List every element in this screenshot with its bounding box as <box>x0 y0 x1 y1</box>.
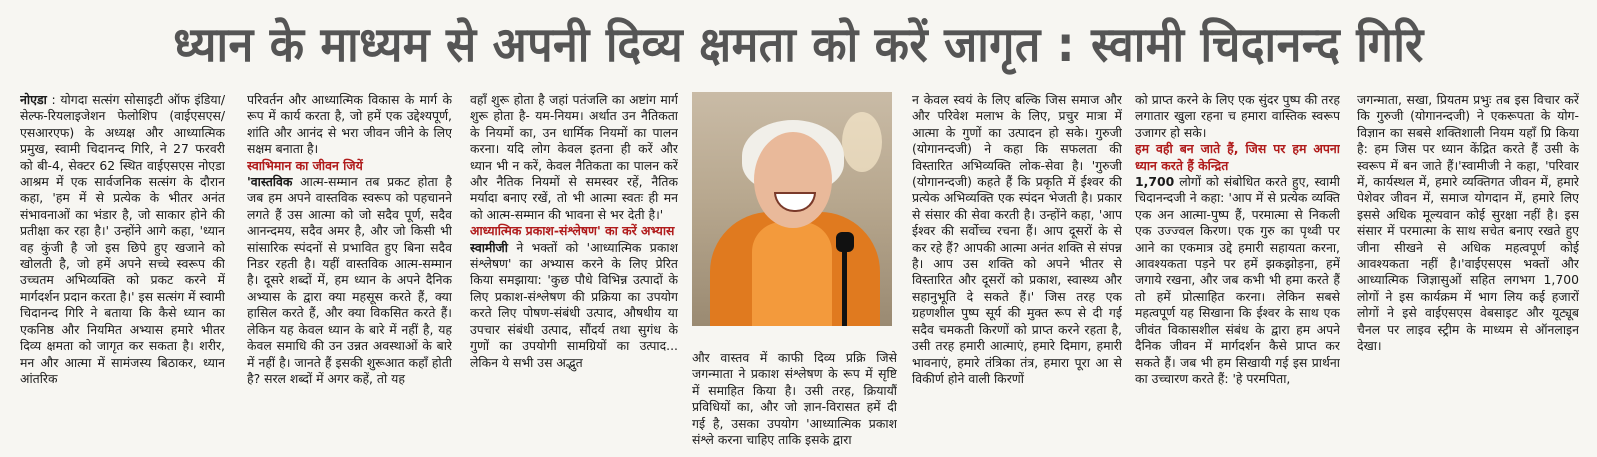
column-3 <box>470 92 678 457</box>
column-3-lead: स्वामीजी <box>470 239 508 255</box>
column-6-text-2: लोगों को संबोधित करते हुए, स्वामी चिदानन्दजी ने कहा: 'आप में से प्रत्येक व्यक्ति एक अन आत्मा-पुष्प हैं, परमात्मा से निकली एक उज्ज्वल किरण। एक गुरु का पृथ्वी पर आने का एकमात्र उद्दे हमारी सहायता करना, आवश्यकता पड़ने पर हमें झकझोड़ना, हमें जगाये रखना, और जब कभी भी हमा करते हैं तो हमें प्रोत्साहित करना। लेकिन सबसे महत्वपूर्ण यह सिखाना कि ईश्वर के साथ एक जीवंत विकासशील संबंध के द्वारा हम अपने दैनिक जीवन में मार्गदर्शन कैसे प्राप्त कर सकते हैं। जब भी हम सिखायी गई इस प्रार्थना का उच्चारण करते हैं: 'हे परमपिता, <box>1135 174 1340 386</box>
column-7-text: जगन्माता, सखा, प्रियतम प्रभुः तब इस विचार करें कि गुरुजी (योगानन्दजी) ने एकरूपता के योग-विज्ञान का सबसे शक्तिशाली नियम यहाँ प्रि किया है: हम जिस पर ध्यान केंद्रित करते हैं उसी के स्वरूप में बन जाते हैं।'स्वामीजी ने कहा, 'परिवार में, कार्यस्थल में, हमारे व्यक्तिगत जीवन में, हमारे पेशेवर जीवन में, समाज योगदान में, हमारे लिए इससे अधिक मूल्यवान कोई सुरक्षा नहीं है। इस संसार में परमात्मा के साथ सचेत बनाए रखते हुए जीना सीखने से अधिक महत्वपूर्ण कोई आवश्यकता नहीं है।'वाईएसएस भक्तों और आध्यात्मिक जिज्ञासुओं सहित लगभग 1,700 लोगों ने इस कार्यक्रम में भाग लिय कई हजारों लोगों ने इसे वाईएसएस वेबसाइट और यूट्यूब चैनल पर लाइव स्ट्रीम के माध्यम से ऑनलाइन देखा। <box>1357 92 1579 354</box>
background-light <box>842 112 882 172</box>
subheading-we-become: हम वही बन जाते हैं, जिस पर हम अपना ध्यान करते हैं केन्द्रित <box>1135 141 1340 173</box>
column-3-text-1: वहाँ शुरू होता है जहां पतंजलि का अष्टांग मार्ग शुरू होता है- यम-नियम। अर्थात उन नैतिकता के नियमों का, उन धार्मिक नियमों का पालन करना। यदि लोग केवल इतना ही करें और ध्यान भी न करें, केवल नैतिकता का पालन करें और नैतिक नियमों से समस्वर रहें, नैतिक मर्यादा बनाए रखें, तो भी आत्मा स्वतः ही मन को आत्म-सम्मान की भावना से भर देती है।' <box>470 92 678 222</box>
subheading-spiritual-photosynthesis: आध्यात्मिक प्रकाश-संश्लेषण' का करें अभ्यास <box>470 223 675 239</box>
column-1-text: : योगदा सत्संग सोसाइटी ऑफ इंडिया/सेल्फ-रियलाइजेशन फेलोशिप (वाईएसएस/एसआरएफ) के अध्यक्ष और आध्यात्मिक प्रमुख, स्वामी चिदानन्द गिरि, ने 27 फरवरी को बी-4, सेक्टर 62 स्थित वाईएसएस नोएडा आश्रम में एक सार्वजनिक सत्संग के दौरान कहा, 'हम में से प्रत्येक के भीतर अनंत संभावनाओं का भंडार है, जो साकार होने की प्रतीक्षा कर रहा है।' उन्होंने आगे कहा, 'ध्यान वह कुंजी है जो इस छिपे हुए खजाने को खोलती है, जो हमें अपने सच्चे स्वरूप की उच्चतम अभिव्यक्ति को प्रकट करने में मार्गदर्शन प्रदान करता है।' इस सत्संग में स्वामी चिदानन्द गिरि ने बताया कि कैसे ध्यान का एकनिष्ठ और नियमित अभ्यास हमारे भीतर दिव्य क्षमता को जागृत कर सकता है। शरीर, मन और आत्मा में सामंजस्य बिठाकर, ध्यान आंतरिक <box>20 92 225 386</box>
subheading-self-respect: स्वाभिमान का जीवन जियें <box>247 157 363 173</box>
face <box>754 132 832 228</box>
column-2-text-2: आत्म-सम्मान तब प्रकट होता है जब हम अपने वास्तविक स्वरूप को पहचानने लगते हैं उस आत्मा को जो सदैव पूर्ण, सदैव आनन्दमय, सदैव अमर है, और जो किसी भी सांसारिक स्पंदनों से प्रभावित हुए बिना सदैव निडर रहती है। यहीं वास्तविक आत्म-सम्मान है। दूसरे शब्दों में, हम ध्यान के अपने दैनिक अभ्यास के द्वारा क्या महसूस करते हैं, क्या हासिल करते हैं, और क्या विकसित करते हैं। लेकिन यह केवल ध्यान के बारे में नहीं है, यह केवल समाधि की उन उन्नत अवस्थाओं के बारे में नहीं है। जानते हैं इसकी शुरूआत कहाँ होती है? सरल शब्दों में अगर कहें, तो यह <box>247 174 452 386</box>
column-5 <box>912 92 1122 457</box>
column-4 <box>692 350 897 457</box>
column-2-lead: 'वास्तविक <box>247 174 293 190</box>
column-2-text-1: परिवर्तन और आध्यात्मिक विकास के मार्ग के रूप में कार्य करता है, जो हमें एक उद्देश्यपूर्ण, शांति और आनंद से भरा जीवन जीने के लिए सक्षम बनाता है। <box>247 92 452 157</box>
column-2 <box>247 92 452 457</box>
microphone-icon <box>836 232 854 252</box>
column-6-text-1: को प्राप्त करने के लिए एक सुंदर पुष्प की तरह लगातार खुला रहना च हमारा वास्तिक स्वरूप उजागर हो सके। <box>1135 92 1340 140</box>
column-7 <box>1357 92 1579 457</box>
headline: ध्यान के माध्यम से अपनी दिव्य क्षमता को करें जागृत : स्वामी चिदानन्द गिरि <box>173 16 1424 73</box>
column-6 <box>1135 92 1340 457</box>
swami-photo <box>692 92 892 326</box>
robe-fold <box>752 222 832 326</box>
column-1 <box>20 92 225 457</box>
column-5-text: न केवल स्वयं के लिए बल्कि जिस समाज और और परिवेश मलाभ के लिए, प्रचुर मात्रा में आत्मा के गुणों का उत्पादन हो सके। गुरुजी (योगानन्दजी) ने कहा कि सफलता की विस्तारित अभिव्यक्ति लोक-सेवा है। 'गुरुजी (योगानन्दजी) कहते हैं कि प्रकृति में ईश्वर की प्रत्येक अभिव्यक्ति एक स्पंदन भेजती है। प्रकार से संसार की सेवा करती है। उन्होंने कहा, 'आप ईश्वर की सर्वोच्च रचना हैं। आप दूसरों के से कर रहे हैं? आपकी आत्मा अनंत शक्ति से संपन्न है। आप उस शक्ति को अपने भीतर से विस्तारित और दूसरों को प्रकाश, स्वास्थ्य और सहानुभूति दे सकते हैं।' जिस तरह एक ग्रहणशील पुष्प सूर्य की मुक्त रूप से दी गई सदैव चमकती किरणों को प्राप्त करने रहता है, उसी तरह हमारी आत्माएं, हमारे दिमाग, हमारी भावनाएं, हमारे तंत्रिका तंत्र, हमारा पूरा आ से विकीर्ण होने वाली किरणों <box>912 92 1122 386</box>
column-6-lead: 1,700 <box>1135 174 1175 190</box>
column-3-text-2: ने भक्तों को 'आध्यात्मिक प्रकाश संश्लेषण' का अभ्यास करने के लिए प्रेरित किया समझाया: 'कुछ पौधे विभिन्न उत्पादों के लिए प्रकाश-संश्लेषण की प्रक्रिया का उपयोग करते लिए पोषण-संबंधी उत्पाद, औषधीय या उपचार संबंधी उत्पाद, सौंदर्य तथा सुगंध के गुणों का उपयोगी सामग्रियों का उत्पाद... लेकिन ये सभी उस अद्भुत <box>470 239 678 370</box>
dateline: नोएडा <box>20 92 47 107</box>
microphone-stand <box>842 242 847 326</box>
column-4-text: और वास्तव में काफी दिव्य प्रक्रि जिसे जगन्माता ने प्रकाश संश्लेषण के रूप में सृष्टि में समाहित किया है। उसी तरह, क्रियायौं प्रविधियों का, और जो ज्ञान-विरासत हमें दी गई है, उसका उपयोग 'आध्यात्मिक प्रकाश संश्ले करना चाहिए ताकि इसके द्वारा <box>692 350 897 448</box>
